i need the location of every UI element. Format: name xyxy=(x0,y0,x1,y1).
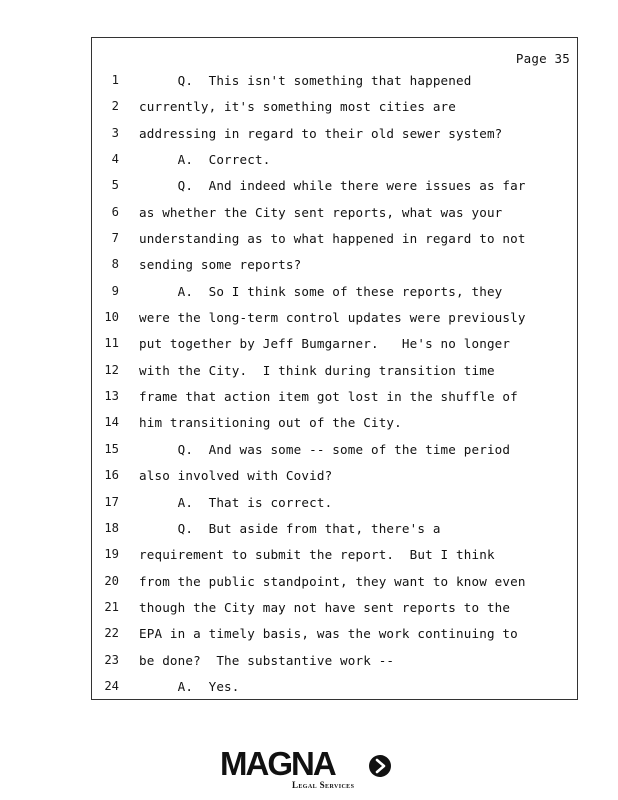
line-number: 6 xyxy=(111,204,119,219)
transcript-line xyxy=(92,575,577,601)
line-text: were the long-term control updates were previously xyxy=(139,310,526,326)
transcript-line xyxy=(92,311,577,337)
transcript-line xyxy=(92,627,577,653)
line-number: 24 xyxy=(104,678,119,693)
arrow-circle-icon xyxy=(368,754,392,778)
line-number: 23 xyxy=(104,652,119,667)
line-number: 17 xyxy=(104,494,119,509)
line-number: 16 xyxy=(104,468,119,483)
line-number: 15 xyxy=(104,441,119,456)
line-text: A. That is correct. xyxy=(139,494,333,510)
transcript-line xyxy=(92,364,577,390)
line-text: currently, it's something most cities are xyxy=(139,99,457,115)
transcript-line xyxy=(92,232,577,258)
line-text: frame that action item got lost in the shuffle of xyxy=(139,389,518,405)
transcript-line xyxy=(92,469,577,495)
line-text: addressing in regard to their old sewer system? xyxy=(139,125,503,141)
line-text: with the City. I think during transition time xyxy=(139,362,495,378)
line-text: understanding as to what happened in regard to not xyxy=(139,231,526,247)
line-number: 11 xyxy=(104,336,119,351)
line-text: from the public standpoint, they want to know even xyxy=(139,573,526,589)
page-number: Page 35 xyxy=(515,51,570,66)
line-text: though the City may not have sent reports to the xyxy=(139,599,511,615)
line-text: Q. And indeed while there were issues as far xyxy=(139,178,526,194)
line-text: A. Yes. xyxy=(139,678,240,694)
transcript-line xyxy=(92,496,577,522)
transcript-page xyxy=(91,37,578,700)
magna-logo xyxy=(220,746,400,794)
line-number: 20 xyxy=(104,573,119,588)
line-number: 5 xyxy=(111,178,119,193)
line-text: requirement to submit the report. But I think xyxy=(139,547,495,563)
transcript-line xyxy=(92,390,577,416)
line-number: 19 xyxy=(104,547,119,562)
line-text: EPA in a timely basis, was the work continuing to xyxy=(139,626,518,642)
line-number: 13 xyxy=(104,389,119,404)
transcript-line xyxy=(92,337,577,363)
line-number: 10 xyxy=(104,310,119,325)
transcript-line xyxy=(92,206,577,232)
line-text: put together by Jeff Bumgarner. He's no longer xyxy=(139,336,511,352)
line-text: sending some reports? xyxy=(139,257,302,273)
line-text: A. Correct. xyxy=(139,152,271,168)
transcript-line xyxy=(92,654,577,680)
line-number: 1 xyxy=(111,73,119,87)
line-number: 4 xyxy=(111,152,119,167)
transcript-line xyxy=(92,443,577,469)
line-text: Q. This isn't something that happened xyxy=(139,73,472,88)
line-number: 18 xyxy=(104,520,119,535)
line-number: 3 xyxy=(111,125,119,140)
line-text: as whether the City sent reports, what was your xyxy=(139,204,503,220)
line-text: him transitioning out of the City. xyxy=(139,415,402,431)
transcript-line xyxy=(92,522,577,548)
transcript-line xyxy=(92,258,577,284)
transcript-line xyxy=(92,285,577,311)
line-text: also involved with Covid? xyxy=(139,468,333,484)
line-number: 14 xyxy=(104,415,119,430)
line-text: A. So I think some of these reports, they xyxy=(139,283,503,299)
transcript-line xyxy=(92,153,577,179)
line-number: 7 xyxy=(111,231,119,246)
logo-wordmark: MAGNA xyxy=(220,745,335,782)
transcript-line xyxy=(92,127,577,153)
line-number: 2 xyxy=(111,99,119,114)
line-text: Q. But aside from that, there's a xyxy=(139,520,441,536)
transcript-line xyxy=(92,179,577,205)
transcript-line xyxy=(92,680,577,706)
line-number: 8 xyxy=(111,257,119,272)
line-number: 22 xyxy=(104,626,119,641)
line-number: 9 xyxy=(111,283,119,298)
line-number: 12 xyxy=(104,362,119,377)
transcript-line xyxy=(92,74,577,100)
line-number: 21 xyxy=(104,599,119,614)
transcript-line xyxy=(92,601,577,627)
line-text: Q. And was some -- some of the time period xyxy=(139,441,511,457)
line-text: be done? The substantive work -- xyxy=(139,652,395,668)
transcript-lines xyxy=(92,74,577,706)
transcript-line xyxy=(92,100,577,126)
transcript-line xyxy=(92,548,577,574)
transcript-line xyxy=(92,416,577,442)
logo-subtitle: Legal Services xyxy=(292,780,355,790)
